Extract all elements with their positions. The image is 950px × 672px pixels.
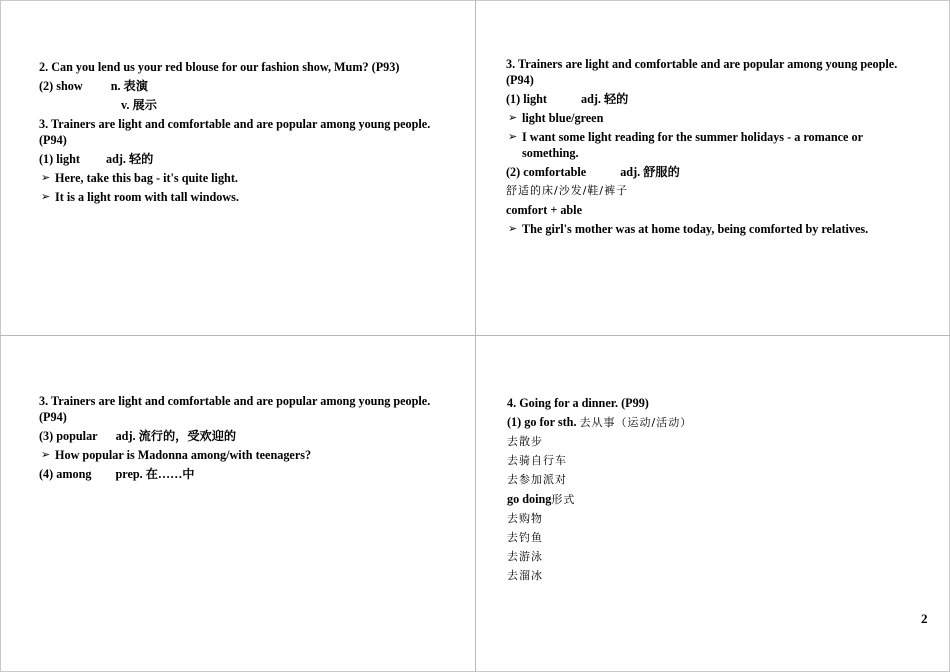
bullet-item <box>506 221 916 237</box>
gofor-word: (1) go for sth. <box>507 415 577 429</box>
horizontal-divider <box>0 335 950 336</box>
list-item: 去游泳 <box>507 550 543 563</box>
show-word: (2) show <box>39 79 83 93</box>
slide-1 <box>39 59 439 208</box>
bullet-item <box>39 189 439 205</box>
arrow-bullet-icon: ➢ <box>41 190 51 203</box>
slide-3-title: 3. Trainers are light and comfortable and are popular among young people. (P94) <box>39 394 431 424</box>
vertical-divider <box>475 0 476 672</box>
page-number: 2 <box>921 611 928 626</box>
show-noun-def: n. 表演 <box>110 79 148 93</box>
comfortable-entry <box>506 164 916 180</box>
godoing-cn: 形式 <box>551 493 576 506</box>
slide-4 <box>507 395 907 587</box>
gofor-def: 去从事（运动/活动） <box>579 416 693 429</box>
gofor-entry <box>507 414 907 431</box>
godoing-word: go doing <box>507 492 552 506</box>
bullet-item <box>506 110 916 126</box>
arrow-bullet-icon: ➢ <box>508 111 518 124</box>
popular-def: adj. 流行的，受欢迎的 <box>115 429 237 443</box>
bullet-text: light blue/green <box>522 111 604 125</box>
show-entry <box>39 78 439 94</box>
light-word: (1) light <box>39 152 80 166</box>
show-verb-def: v. 展示 <box>121 98 157 112</box>
godoing-entry <box>507 491 907 508</box>
comfort-parts: comfort + able <box>506 203 582 217</box>
bullet-item <box>506 129 916 161</box>
among-entry <box>39 466 439 482</box>
slide-2-title: 3. Trainers are light and comfortable and are popular among young people. (P94) <box>506 57 898 87</box>
popular-word: (3) popular <box>39 429 98 443</box>
arrow-bullet-icon: ➢ <box>41 448 51 461</box>
light-def: adj. 轻的 <box>580 92 629 106</box>
slide-3 <box>39 393 439 485</box>
popular-entry <box>39 428 439 444</box>
bullet-text: It is a light room with tall windows. <box>55 190 239 204</box>
slide-4-title: 4. Going for a dinner. (P99) <box>507 396 649 410</box>
light-entry <box>39 151 439 167</box>
bullet-item <box>39 447 439 463</box>
bullet-item <box>39 170 439 186</box>
list-item: 去骑自行车 <box>507 454 567 467</box>
slide-2 <box>506 56 916 240</box>
light-def: adj. 轻的 <box>105 152 154 166</box>
among-word: (4) among <box>39 467 92 481</box>
comfortable-examples: 舒适的床/沙发/鞋/裤子 <box>506 184 629 197</box>
light-word: (1) light <box>506 92 547 106</box>
slide-1-subtitle: 3. Trainers are light and comfortable and are popular among young people. (P94) <box>39 117 431 147</box>
arrow-bullet-icon: ➢ <box>508 222 518 235</box>
arrow-bullet-icon: ➢ <box>508 130 518 143</box>
bullet-text: The girl's mother was at home today, being comforted by relatives. <box>522 222 869 236</box>
bullet-text: Here, take this bag - it's quite light. <box>55 171 238 185</box>
list-item: 去钓鱼 <box>507 531 543 544</box>
arrow-bullet-icon: ➢ <box>41 171 51 184</box>
comfortable-def: adj. 舒服的 <box>620 165 680 179</box>
list-item: 去溜冰 <box>507 569 543 582</box>
bullet-text: How popular is Madonna among/with teenagers? <box>55 448 312 462</box>
bullet-text: I want some light reading for the summer holidays - a romance or something. <box>522 130 863 160</box>
list-item: 去参加派对 <box>507 473 567 486</box>
comfortable-word: (2) comfortable <box>506 165 587 179</box>
list-item: 去散步 <box>507 435 543 448</box>
slide-1-title: 2. Can you lend us your red blouse for our fashion show, Mum? (P93) <box>39 60 400 74</box>
among-def: prep. 在……中 <box>115 467 195 481</box>
list-item: 去购物 <box>507 512 543 525</box>
light-entry <box>506 91 916 107</box>
